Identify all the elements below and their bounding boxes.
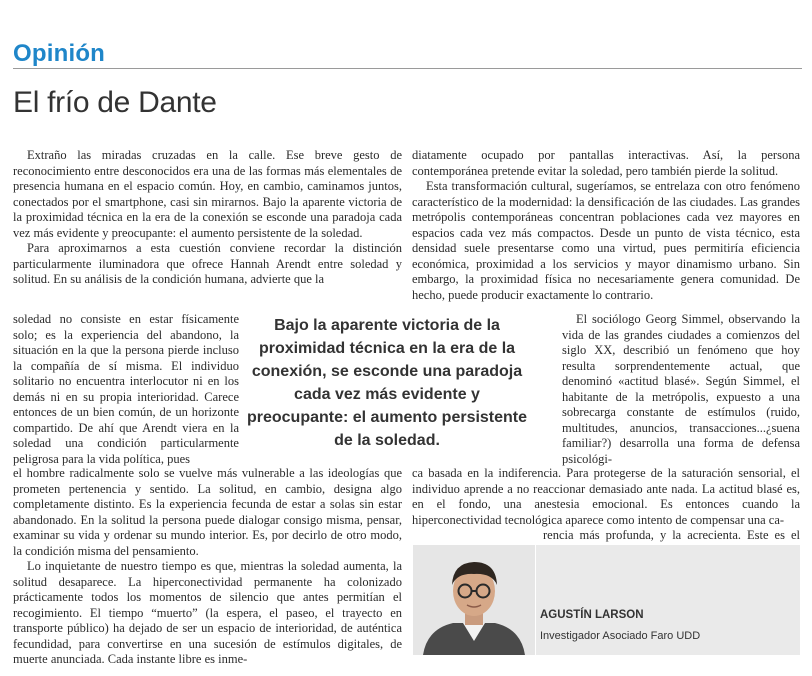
author-photo <box>413 545 535 655</box>
paragraph: El sociólogo Georg Simmel, observando la vida de las grandes ciudades a comienzos del siglo XX, describió un fenómeno que hoy resulta sorprendentemente actual, que denominó «actitud blasé». Según Simmel, el habitante de la metrópolis, expuesto a una sobrecarga constante de estímulos (ruido, multitudes, anuncios, transacciones...¿suena familiar?) desarrolla una forma de defensa psicológi- <box>562 312 800 466</box>
column-2-bottom <box>412 466 800 528</box>
author-name: AGUSTÍN LARSON <box>540 609 644 621</box>
paragraph: rencia más profunda, y la acrecienta. Este es el <box>543 528 800 542</box>
section-label: Opinión <box>13 40 106 67</box>
section-divider <box>13 68 802 69</box>
column-1-wrap <box>13 312 239 467</box>
paragraph: el hombre radicalmente solo se vuelve más vulnerable a las ideologías que prometen pertenencia y sentido. La solitud, en cambio, designa algo completamente distinto. Es la experiencia fecunda de estar a solas sin estar abandonado. En la solitud la persona puede dialogar consigo misma, pensar, examinar su vida y ordenar su mundo interior. Es, por decirlo de otro modo, la condición misma del pensamiento. <box>13 466 402 558</box>
paragraph: Extraño las miradas cruzadas en la calle. Ese breve gesto de reconocimiento entre desconocidos era una de las formas más elementales de presencia humana en el espacio común. Hoy, en cambio, caminamos juntos, conectados por el smartphone, casi sin mirarnos. Bajo la aparente victoria de la proximidad técnica en la era de la conexión se esconde una paradoja cada vez más evidente y preocupante: el aumento persistente de la soledad. <box>13 148 402 240</box>
column-2-top <box>412 148 800 303</box>
paragraph: ca basada en la indiferencia. Para protegerse de la saturación sensorial, el individuo aprende a no reaccionar demasiado ante nada. La actitud blasé es, en el fondo, una anestesia emocional. Es entonces cuando la hiperconectividad tecnológica aparece como intento de compensar una ca- <box>412 466 800 527</box>
paragraph: Esta transformación cultural, sugeríamos, se entrelaza con otro fenómeno característico de la modernidad: la densificación de las ciudades. Las grandes metrópolis contemporáneas concentran poblaciones cada vez mayores en espacios cada vez más compactos. Desde un punto de vista técnico, esta densidad suele presentarse como una virtud, pues permitiría eficiencia económica, proximidad a los servicios y mayor dinamismo urbano. Sin embargo, la proximidad física no necesariamente genera comunidad. De hecho, puede producir exactamente lo contrario. <box>412 179 800 302</box>
author-role: Investigador Asociado Faro UDD <box>540 630 701 642</box>
author-portrait-icon <box>413 545 535 655</box>
column-1-bottom <box>13 466 402 668</box>
paragraph: soledad no consiste en estar físicamente solo; es la experiencia del abandono, la situación en la que la persona pierde incluso la compañía de sí misma. El individuo solitario no encuentra interlocutor ni en los demás ni en su propia interioridad. Carece entonces de un bien común, de un horizonte compartido. De ahí que Arendt viera en la soledad una condición particularmente peligrosa para la vida política, pues <box>13 312 239 466</box>
article-headline: El frío de Dante <box>13 86 217 119</box>
paragraph: diatamente ocupado por pantallas interactivas. Así, la persona contemporánea pretende evitar la soledad, pero también pierde la solitud. <box>412 148 800 178</box>
paragraph: Para aproximarnos a esta cuestión conviene recordar la distinción particularmente iluminadora que ofrece Hannah Arendt entre soledad y solitud. En su análisis de la condición humana, advierte que la <box>13 241 402 286</box>
column-1-top <box>13 148 402 288</box>
column-2-wrap <box>562 312 800 467</box>
pull-quote: Bajo la aparente victoria de la proximidad técnica en la era de la conexión, se esconde una paradoja cada vez más evidente y preocupante: el aumento persistente de la soledad. <box>246 317 528 449</box>
paragraph: Lo inquietante de nuestro tiempo es que, mientras la soledad aumenta, la solitud desaparece. La hiperconectividad permanente ha colonizado prácticamente todos los momentos de silencio que antes permitían el recogimiento. El tiempo “muerto” (la espera, el paseo, el trayecto en transporte público) ha dejado de ser un espacio de interioridad, de auténtica fecundidad, para convertirse en una sucesión de estímulos digitales, de muerte anunciada. Cada instante libre es inme- <box>13 559 402 666</box>
